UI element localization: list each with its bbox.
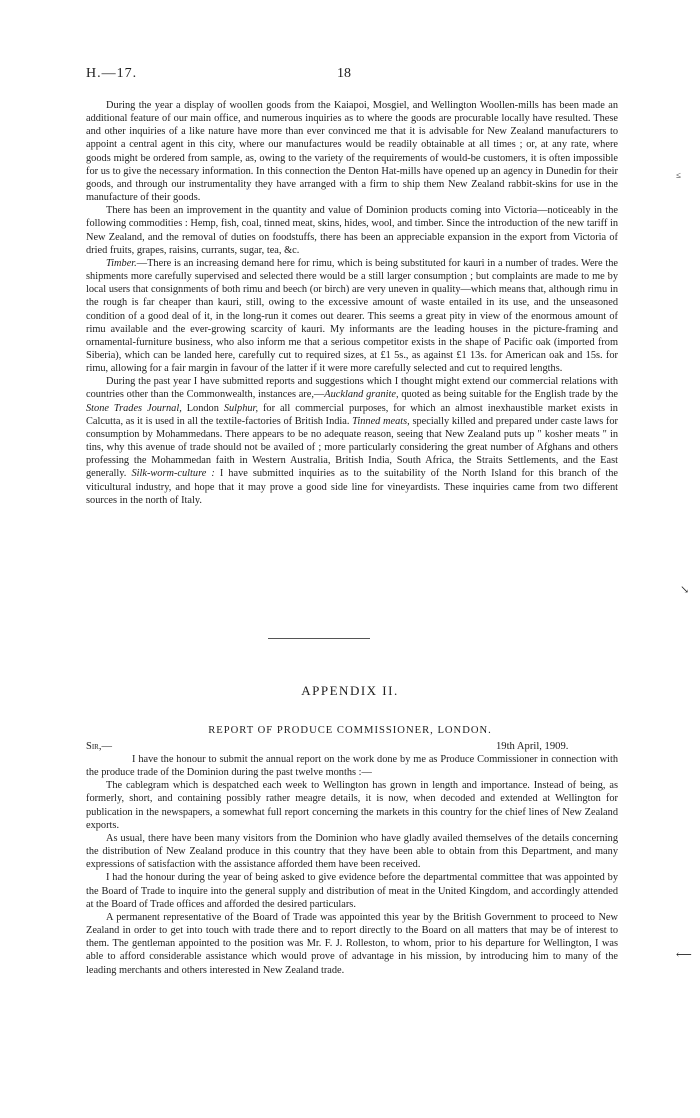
report-body [86, 753, 618, 977]
section-divider [268, 638, 370, 639]
appendix-title: APPENDIX II. [301, 683, 399, 698]
italic-term: Stone Trades Journal, [86, 402, 182, 414]
italic-term: Sulphur, [223, 402, 259, 414]
paragraph-past-year [86, 375, 618, 507]
paragraph-timber [86, 257, 618, 375]
paragraph-visitors: As usual, there have been many visitors from the Dominion who have gladly availed themselves of the details concerning the distribution of New Zealand produce in this country that they have been able to obtain from this Department, and many expressions of satisfaction with the assistance afforded them have been received. [86, 832, 618, 871]
paragraph-board-of-trade: I had the honour during the year of being asked to give evidence before the departmental committee that was appointed by the Board of Trade to inquire into the general supply and distribution of meat in the United Kingdom, and accordingly attended at the Board of Trade offices and afforded the desired particulars. [86, 872, 618, 910]
italic-term: Silk-worm-culture : [131, 468, 215, 480]
letter-date: 19th April, 1909. [496, 741, 569, 752]
paragraph-representative: A permanent representative of the Board of Trade was appointed this year by the British Government to proceed to New Zealand in order to get into touch with trade there and to report directly to the Board on all matters that may be of interest to them. The gentleman appointed to the position was Mr. F. J. Rolleston, to whom, prior to his departure for Wellington, I was able to afford considerable assistance which would prove of advantage in his mission, by introducing him to many of the leading merchants and others interested in New Zealand trade. [86, 911, 618, 976]
timber-lead: Timber. [106, 257, 137, 269]
past-year-text: specially killed and prepared under caste laws for consumption by Mohammedans. There appears to be no adequate reason, seeing that New Zealand puts up " kosher meats " in tins, why this avenue of trade should not be availed of ; more particularly considering the great number of Afghans and others professing the Mohammedan faith in Western Australia, British India, South Africa, the Straits Settlements, and the East generally. [86, 415, 618, 480]
paragraph-victoria-imports: There has been an improvement in the quantity and value of Dominion products coming into Victoria—noticeably in the following commodities : Hemp, fish, coal, tinned meat, skins, hides, wool, and timber. Since the introduction of the new tariff in New Zealand, and the removal of duties on foodstuffs, there has been an appreciable expansion in the export from Victoria of dried fruits, grapes, raisins, currants, sugar, tea, &c. [86, 205, 618, 256]
past-year-text: London [181, 402, 224, 414]
page-number: 18 [337, 66, 351, 81]
timber-text: —There is an increasing demand here for rimu, which is being substituted for kauri in a number of trades. Were the shipments more carefully supervised and selected there would be a still larger consumption ; but complaints are made to me by local users that consignments of both rimu and beech (or birch) are very uneven in quality—which means that, although rimu in the rough is far cheaper than kauri, still, owing to the excessive amount of waste entailed in its use, and the unseasoned condition of a good deal of it, in the long-run it comes out dearer. This seems a great pity in view of the enormous amount of rimu available and the ever-growing scarcity of kauri. My informants are the leading houses in the picture-framing and ornamental-furniture business, who also inform me that a serious competitor exists in the shape of Pacific oak (imported from Siberia), which can be landed here, carefully cut to required sizes, at £1 5s., as against £1 13s. for American oak and 15s. for rimu, allowing for a fair margin in favour of the latter if it were more carefully selected and cut to required lengths. [86, 257, 618, 375]
margin-mark: ⟵ [676, 949, 692, 961]
paragraph-cablegram: The cablegram which is despatched each week to Wellington has grown in length and importance. Instead of being, as formerly, short, and containing possibly rather meagre details, it is now, when decoded and extended at Wellington for publication in the newspapers, a somewhat full report concerning the markets in this country for the chief lines of New Zealand exports. [86, 780, 618, 831]
past-year-text: I have submitted inquiries as to the suitability of the North Island for this branch of the viticultural industry, and hope that it may prove a good side line for vineyardists. These inquiries came from two different sources in the north of Italy. [86, 468, 618, 506]
margin-mark: ≤ [676, 170, 681, 180]
past-year-text: for all commercial purposes, for which an almost inexhaustible market exists in Calcutta, as it is used in all the textile-factories of British India. [86, 402, 618, 427]
margin-mark: ↘ [680, 584, 690, 596]
section-body [86, 99, 618, 507]
italic-term: Tinned meats, [352, 415, 410, 427]
italic-term: Auckland granite, [324, 389, 399, 401]
past-year-text: During the past year I have submitted reports and suggestions which I thought might extend our commercial relations with countries other than the Commonwealth, instances are,— [86, 376, 618, 401]
paragraph-woollen-goods: During the year a display of woollen goods from the Kaiapoi, Mosgiel, and Wellington Woollen-mills has been made an additional feature of our main office, and numerous inquiries as to where the goods are procurable locally have resulted. These and other inquiries of a like nature have more than ever convinced me that it is advisable for New Zealand manufacturers to appoint a central agent in this city, where our manufactures would be readily obtainable at all times ; or, at any rate, where goods might be ordered from sample, as, owing to the variety of the requirements of would-be customers, it is often impossible for us to give the necessary information. In this connection the Denton Hat-mills have opened up an agency in Dunedin for their goods, and through our instrumentality they have arranged with a firm to ship them New Zealand rabbit-skins for use in the manufacture of their goods. [86, 100, 618, 204]
document-code: H.—17. [86, 66, 138, 81]
past-year-text: quoted as being suitable for the English trade by the [398, 389, 618, 401]
report-heading: REPORT OF PRODUCE COMMISSIONER, LONDON. [208, 725, 492, 736]
salutation: Sir,— [86, 741, 112, 752]
paragraph-report-intro: I have the honour to submit the annual report on the work done by me as Produce Commissioner in connection with the produce trade of the Dominion during the past twelve months :— [86, 754, 618, 779]
